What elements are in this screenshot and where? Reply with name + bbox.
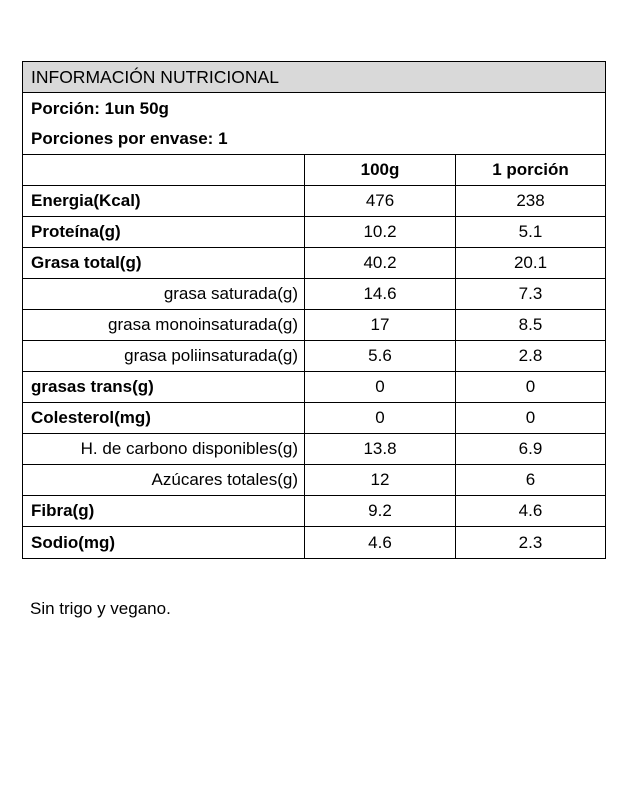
nutrient-name: Azúcares totales(g)	[23, 465, 305, 495]
value-serving: 7.3	[518, 284, 543, 303]
column-header-serving: 1 porción	[492, 160, 569, 179]
value-100g: 13.8	[305, 434, 456, 464]
column-header-100g: 100g	[305, 155, 456, 185]
value-100g: 40.2	[305, 248, 456, 278]
nutrient-name: grasa poliinsaturada(g)	[23, 341, 305, 371]
value-serving: 6	[525, 470, 536, 489]
table-row-polyunsaturated-fat	[23, 341, 605, 372]
value-100g: 17	[305, 310, 456, 340]
value-100g: 14.6	[305, 279, 456, 309]
nutrient-name: grasa monoinsaturada(g)	[23, 310, 305, 340]
nutrient-name: Sodio(mg)	[23, 527, 305, 558]
nutrient-name: Energia(Kcal)	[23, 186, 305, 216]
nutrient-name: Fibra(g)	[23, 496, 305, 526]
table-row-carbohydrates	[23, 434, 605, 465]
value-100g: 5.6	[305, 341, 456, 371]
table-row-sodium	[23, 527, 605, 558]
value-serving: 0	[525, 408, 536, 427]
table-row-total-sugars	[23, 465, 605, 496]
table-row-fiber	[23, 496, 605, 527]
value-100g: 476	[305, 186, 456, 216]
product-note: Sin trigo y vegano.	[30, 599, 171, 618]
nutrient-name: grasa saturada(g)	[23, 279, 305, 309]
nutrient-name: Grasa total(g)	[23, 248, 305, 278]
table-row-monounsaturated-fat	[23, 310, 605, 341]
value-100g: 10.2	[305, 217, 456, 247]
value-100g: 4.6	[305, 527, 456, 558]
table-row-protein	[23, 217, 605, 248]
value-serving: 8.5	[518, 315, 543, 334]
value-serving: 2.3	[518, 532, 543, 552]
table-row-saturated-fat	[23, 279, 605, 310]
table-row-total-fat	[23, 248, 605, 279]
column-header-blank	[23, 155, 305, 185]
nutrient-name: H. de carbono disponibles(g)	[23, 434, 305, 464]
value-serving: 0	[525, 377, 536, 396]
value-100g: 9.2	[305, 496, 456, 526]
value-100g: 0	[305, 403, 456, 433]
table-title: INFORMACIÓN NUTRICIONAL	[23, 62, 605, 93]
table-row-cholesterol	[23, 403, 605, 434]
value-serving: 4.6	[518, 501, 543, 520]
nutrition-facts-table	[22, 61, 606, 559]
nutrient-name: grasas trans(g)	[23, 372, 305, 402]
value-serving: 20.1	[513, 253, 548, 272]
value-100g: 0	[305, 372, 456, 402]
value-serving: 2.8	[518, 346, 543, 365]
value-serving: 238	[516, 191, 545, 210]
value-serving: 5.1	[518, 222, 543, 241]
nutrient-name: Proteína(g)	[23, 217, 305, 247]
column-header-row	[23, 155, 605, 186]
value-serving: 6.9	[518, 439, 543, 458]
serving-size: Porción: 1un 50g	[31, 98, 169, 118]
table-row-trans-fat	[23, 372, 605, 403]
servings-per-package: Porciones por envase: 1	[23, 124, 605, 155]
nutrient-name: Colesterol(mg)	[23, 403, 305, 433]
value-100g: 12	[305, 465, 456, 495]
table-row-energy	[23, 186, 605, 217]
